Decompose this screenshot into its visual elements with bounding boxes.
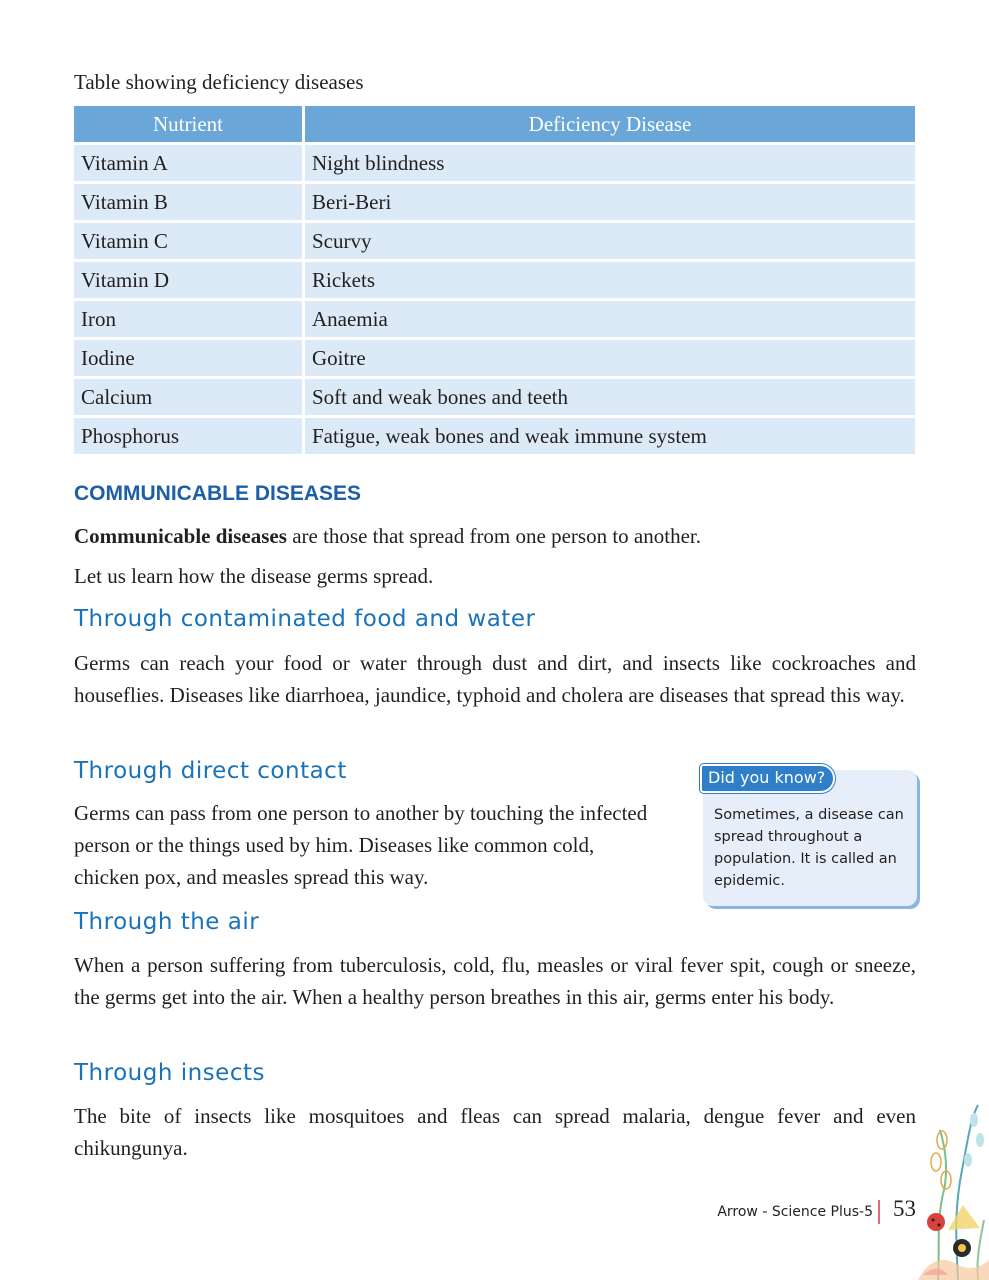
paragraph-direct-contact: Germs can pass from one person to another by touching the infected person or the things used by him. Diseases like common cold, chicken pox, and measles spread this way. [74,801,648,889]
nutrient-cell: Phosphorus [74,415,305,454]
table-row [74,181,915,220]
header-nutrient: Nutrient [74,106,305,142]
section-heading: COMMUNICABLE DISEASES [74,482,362,505]
nutrient-cell: Vitamin A [74,142,305,181]
table-row [74,259,915,298]
did-you-know-box [703,770,917,906]
disease-cell: Fatigue, weak bones and weak immune system [305,415,915,454]
did-you-know-text: Sometimes, a disease can spread throughout a population. It is called an epidemic. [714,807,904,889]
table-row [74,298,915,337]
flower-decoration-icon [918,1100,989,1280]
intro-paragraph-2: Let us learn how the disease germs spread. [74,564,434,588]
paragraph-food-water: Germs can reach your food or water through dust and dirt, and insects like cockroaches and houseflies. Diseases like diarrhoea, jaundice, typhoid and cholera are diseases that spread this way. [74,651,916,707]
nutrient-cell: Vitamin B [74,181,305,220]
disease-cell: Anaemia [305,298,915,337]
page-number: 53 [893,1196,916,1221]
subheading-air: Through the air [74,909,260,935]
nutrient-cell: Vitamin C [74,220,305,259]
disease-cell: Scurvy [305,220,915,259]
disease-cell: Beri-Beri [305,181,915,220]
table-row [74,415,915,454]
nutrient-cell: Iron [74,298,305,337]
table-header-row [74,106,915,142]
nutrient-cell: Calcium [74,376,305,415]
nutrient-cell: Iodine [74,337,305,376]
table-caption: Table showing deficiency diseases [74,70,364,94]
header-deficiency-disease: Deficiency Disease [305,106,915,142]
footer-book-title: Arrow - Science Plus-5 [717,1204,873,1220]
subheading-direct-contact: Through direct contact [74,758,347,784]
nutrient-cell: Vitamin D [74,259,305,298]
intro-text: are those that spread from one person to another. [286,524,701,548]
disease-cell: Night blindness [305,142,915,181]
disease-cell: Goitre [305,337,915,376]
table-row [74,142,915,181]
table-row [74,337,915,376]
disease-cell: Rickets [305,259,915,298]
footer-divider [878,1200,880,1224]
paragraph-air: When a person suffering from tuberculosis, cold, flu, measles or viral fever spit, cough or sneeze, the germs get into the air. When a healthy person breathes in this air, germs enter his body. [74,953,916,1009]
deficiency-table [74,106,915,454]
intro-paragraph [74,520,916,552]
paragraph-insects: The bite of insects like mosquitoes and fleas can spread malaria, dengue fever and even chikungunya. [74,1104,916,1160]
subheading-insects: Through insects [74,1060,265,1086]
disease-cell: Soft and weak bones and teeth [305,376,915,415]
did-you-know-title: Did you know? [700,764,835,793]
table-row [74,220,915,259]
table-row [74,376,915,415]
subheading-food-water: Through contaminated food and water [74,606,536,632]
intro-bold-term: Communicable diseases [74,524,287,548]
